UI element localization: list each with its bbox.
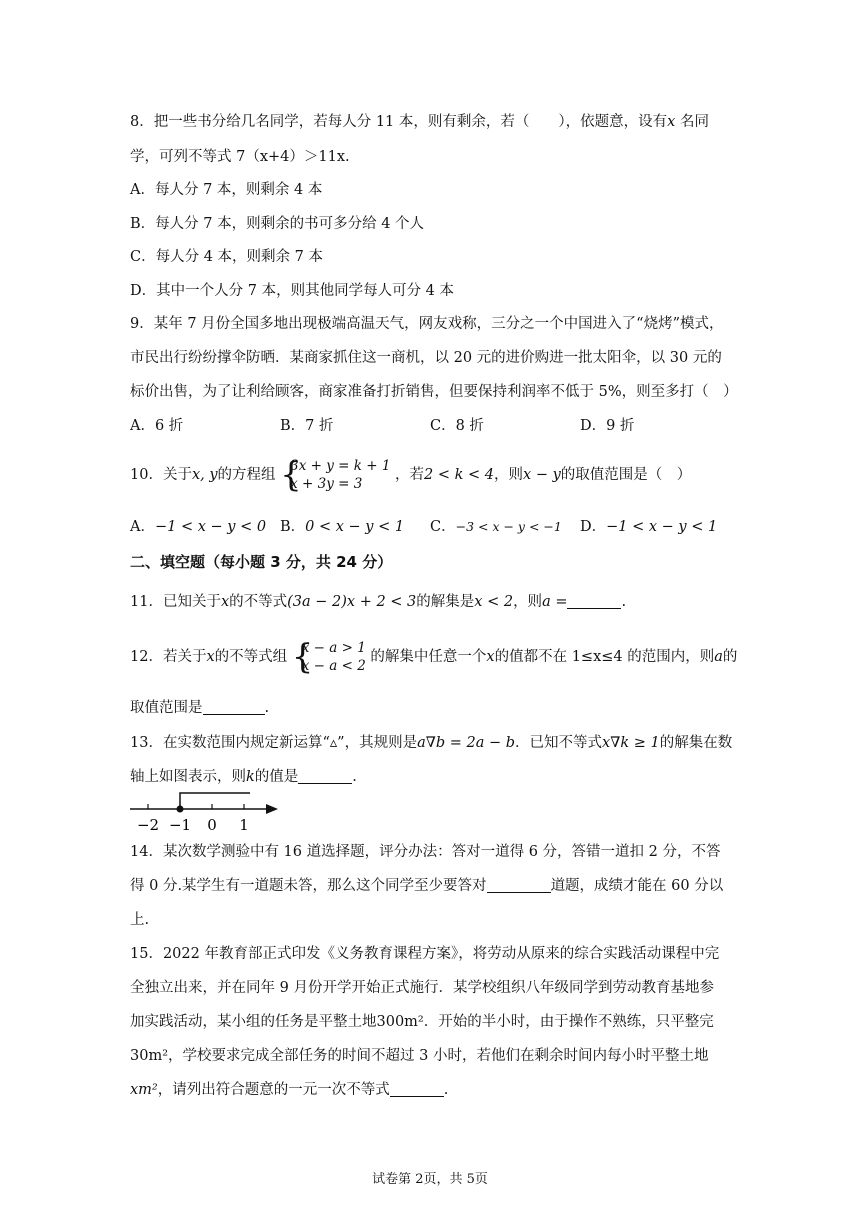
q9-option-c: C．8 折 [430,418,484,434]
q8-line2: 学，可列不等式 7（x+4）＞11x. [130,149,350,165]
arrow-icon [266,804,278,814]
q10-option-a: A．−1 < x − y < 0 [130,519,267,535]
brace-icon: { [280,455,302,495]
q15-answer-blank[interactable] [390,1080,444,1097]
q14-line3: 上. [130,912,150,928]
q9-line2: 市民出行纷纷撑伞防晒．某商家抓住这一商机，以 20 元的进价购进一批太阳伞，以 30 元的 [130,350,722,366]
q15-line1: 15．2022 年教育部正式印发《义务教育课程方案》，将劳动从原来的综合实践活动课程中完 [130,946,720,962]
q10-option-b: B．0 < x − y < 1 [280,519,405,535]
q11-answer-blank[interactable] [567,592,621,609]
q8-option-d: D．其中一个人分 7 本，则其他同学每人可分 4 本 [130,283,455,299]
q8-option-b: B．每人分 7 本，则剩余的书可多分给 4 个人 [130,216,425,232]
q15-line3: 加实践活动，某小组的任务是平整土地300m²．开始的半小时，由于操作不熟练，只平整完 [130,1014,714,1030]
q8-option-a: A．每人分 7 本，则剩余 4 本 [130,182,323,198]
q9-option-b: B．7 折 [280,418,334,434]
q12-line2: 取值范围是 . [130,700,270,716]
q13-answer-blank[interactable] [298,767,352,784]
q15-line2: 全独立出来，并在同年 9 月份开学开始正式施行．某学校组织八年级同学到劳动教育基地参 [130,980,714,996]
q10-stem: 10．关于x, y的方程组 { 3x + y = k + 1 x + 3y = 3 ，若2 < k < 4，则x − y的取值范围是（ ） [130,455,692,495]
axis-label-minus-1: −1 [168,816,192,834]
axis-label-1: 1 [239,816,249,834]
q14-answer-blank[interactable] [487,876,551,893]
q11-stem: 11．已知关于x的不等式(3a − 2)x + 2 < 3的解集是x < 2，则a = . [130,594,627,610]
number-line-figure [128,788,288,838]
q12-stem: 12．若关于x的不等式组 { x − a > 1 x − a < 2 的解集中任意一个x的值都不在 1≤x≤4 的范围内，则a的 [130,637,738,677]
q9-line3: 标价出售，为了让利给顾客，商家准备打折销售，但要保持利润率不低于 5%，则至多打（ ） [130,384,738,400]
q8-line1: 8．把一些书分给几名同学，若每人分 11 本，则有剩余，若（ ），依题意，设有x 名同 [130,114,709,130]
q15-line5: xm²，请列出符合题意的一元一次不等式 . [130,1082,449,1098]
brace-icon: { [291,637,314,677]
axis-label-0: 0 [207,816,217,834]
q10-equation-system: { 3x + y = k + 1 x + 3y = 3 [280,455,391,495]
q14-line2: 得 0 分.某学生有一道题未答，那么这个同学至少要答对 道题，成绩才能在 60 分以 [130,878,724,894]
q12-answer-blank[interactable] [203,698,265,715]
q14-line1: 14．某次数学测验中有 16 道选择题，评分办法：答对一道得 6 分，答错一道扣 2 分，不答 [130,844,721,860]
q13-line1: 13．在实数范围内规定新运算“▵”，其规则是a∇b = 2a − b．已知不等式x∇k ≥ 1的解集在数 [130,735,733,751]
section-2-title: 二、填空题（每小题 3 分，共 24 分） [130,553,393,571]
q13-line2: 轴上如图表示，则k的值是 . [130,769,357,785]
q10-option-d: D．−1 < x − y < 1 [580,519,718,535]
q10-option-c: C．−3 < x − y < −1 [430,519,562,535]
q15-line4: 30m²，学校要求完成全部任务的时间不超过 3 小时，若他们在剩余时间内每小时平整土地 [130,1048,709,1064]
q9-option-a: A．6 折 [130,418,184,434]
solid-endpoint-dot [177,806,184,813]
q9-option-d: D．9 折 [580,418,635,434]
q12-inequality-system: { x − a > 1 x − a < 2 [291,637,366,677]
axis-label-minus-2: −2 [136,816,160,834]
q8-option-c: C．每人分 4 本，则剩余 7 本 [130,249,323,265]
solution-ray [180,793,250,809]
q9-line1: 9．某年 7 月份全国多地出现极端高温天气，网友戏称，三分之一个中国进入了“烧烤”模式， [130,316,724,332]
page-footer: 试卷第 2页，共 5页 [372,1172,488,1187]
